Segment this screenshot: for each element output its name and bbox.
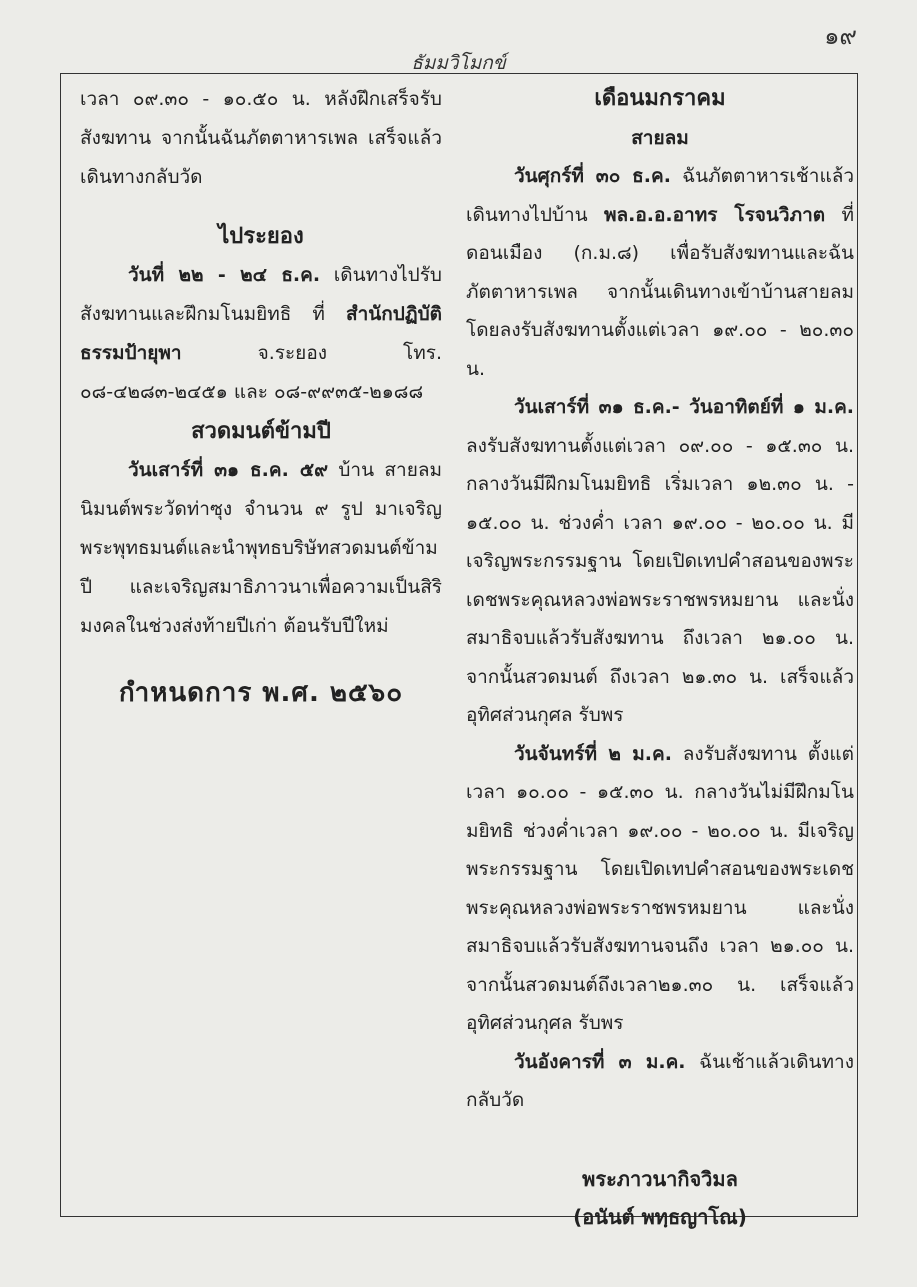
left-paragraph-3: วันเสาร์ที่ ๓๑ ธ.ค. ๕๙ บ้าน สายลม นิมนต์พระวัดท่าซุง จำนวน ๙ รูป มาเจริญพระพุทธมนต์และนำพุทธบริษัทสวดมนต์ข้ามปี และเจริญสมาธิภาวนาเพื่อความเป็นสิริมงคลในช่วงส่งท้ายปีเก่า ต้อนรับปีใหม่ <box>80 459 442 637</box>
signature-title: พระภาวนากิจวิมล <box>582 1166 738 1191</box>
right-column <box>466 80 854 1237</box>
page-number: ๑๙ <box>824 22 857 50</box>
running-header: ธัมมวิโมกข์ <box>411 52 506 74</box>
left-paragraph-2: วันที่ ๒๒ - ๒๔ ธ.ค. เดินทางไปรับสังฆทานและฝึกมโนมยิทธิ ที่ สำนักปฏิบัติธรรมป้ายุพา จ.ระยอง โทร. ๐๘-๔๒๘๓-๒๔๕๑ และ ๐๘-๙๙๓๕-๒๑๘๘ <box>80 264 442 403</box>
right-paragraph-1: วันศุกร์ที่ ๓๐ ธ.ค. ฉันภัตตาหารเช้าแล้ว เดินทางไปบ้าน พล.อ.อ.อาทร โรจนวิภาต ที่ดอนเมือง (ก.ม.๘) เพื่อรับสังฆทานและฉันภัตตาหารเพล จากนั้นเดินทางเข้าบ้านสายลม โดยลงรับสังฆทานตั้งแต่เวลา ๑๙.๐๐ - ๒๐.๓๐ น. <box>466 165 855 380</box>
right-paragraph-4: วันอังคารที่ ๓ ม.ค. ฉันเช้าแล้วเดินทางกลับวัด <box>466 1050 854 1111</box>
heading-new-year-chant: สวดมนต์ข้ามปี <box>191 419 331 444</box>
signature-name: (อนันต์ พทฺธญาโณ) <box>573 1205 747 1229</box>
heading-january: เดือนมกราคม <box>594 86 726 111</box>
right-paragraph-3: วันจันทร์ที่ ๒ ม.ค. ลงรับสังฆทาน ตั้งแต่เวลา ๑๐.๐๐ - ๑๕.๓๐ น. กลางวันไม่มีฝึกมโนมยิทธิ ช่วงค่ำเวลา ๑๙.๐๐ - ๒๐.๐๐ น. มีเจริญพระกรรมฐาน โดยเปิดเทปคำสอนของพระเดชพระคุณหลวงพ่อพระราชพรหมยาน และนั่งสมาธิจบแล้วรับสังฆทานจนถึง เวลา ๒๑.๐๐ น. จากนั้นสวดมนต์ถึงเวลา๒๑.๓๐ น. เสร็จแล้วอุทิศส่วนกุศล รับพร <box>466 742 854 1034</box>
left-column <box>80 80 442 713</box>
heading-sailom: สายลม <box>631 126 689 149</box>
heading-rayong: ไประยอง <box>218 224 304 249</box>
heading-schedule-2560: กำหนดการ พ.ศ. ๒๕๖๐ <box>118 678 404 708</box>
left-paragraph-1: เวลา ๐๙.๓๐ - ๑๐.๕๐ น. หลังฝึกเสร็จรับสังฆทาน จากนั้นฉันภัตตาหารเพล เสร็จแล้วเดินทางกลับวัด <box>80 88 442 188</box>
right-paragraph-2: วันเสาร์ที่ ๓๑ ธ.ค.- วันอาทิตย์ที่ ๑ ม.ค. ลงรับสังฆทานตั้งแต่เวลา ๐๙.๐๐ - ๑๕.๓๐ น. กลางวันมีฝึกมโนมยิทธิ เริ่มเวลา ๑๒.๓๐ น. - ๑๕.๐๐ น. ช่วงค่ำ เวลา ๑๙.๐๐ - ๒๐.๐๐ น. มีเจริญพระกรรมฐาน โดยเปิดเทปคำสอนของพระเดชพระคุณหลวงพ่อพระราชพรหมยาน และนั่งสมาธิจบแล้วรับสังฆทาน ถึงเวลา ๒๑.๐๐ น. จากนั้นสวดมนต์ ถึงเวลา ๒๑.๓๐ น. เสร็จแล้วอุทิศส่วนกุศล รับพร <box>466 396 854 726</box>
